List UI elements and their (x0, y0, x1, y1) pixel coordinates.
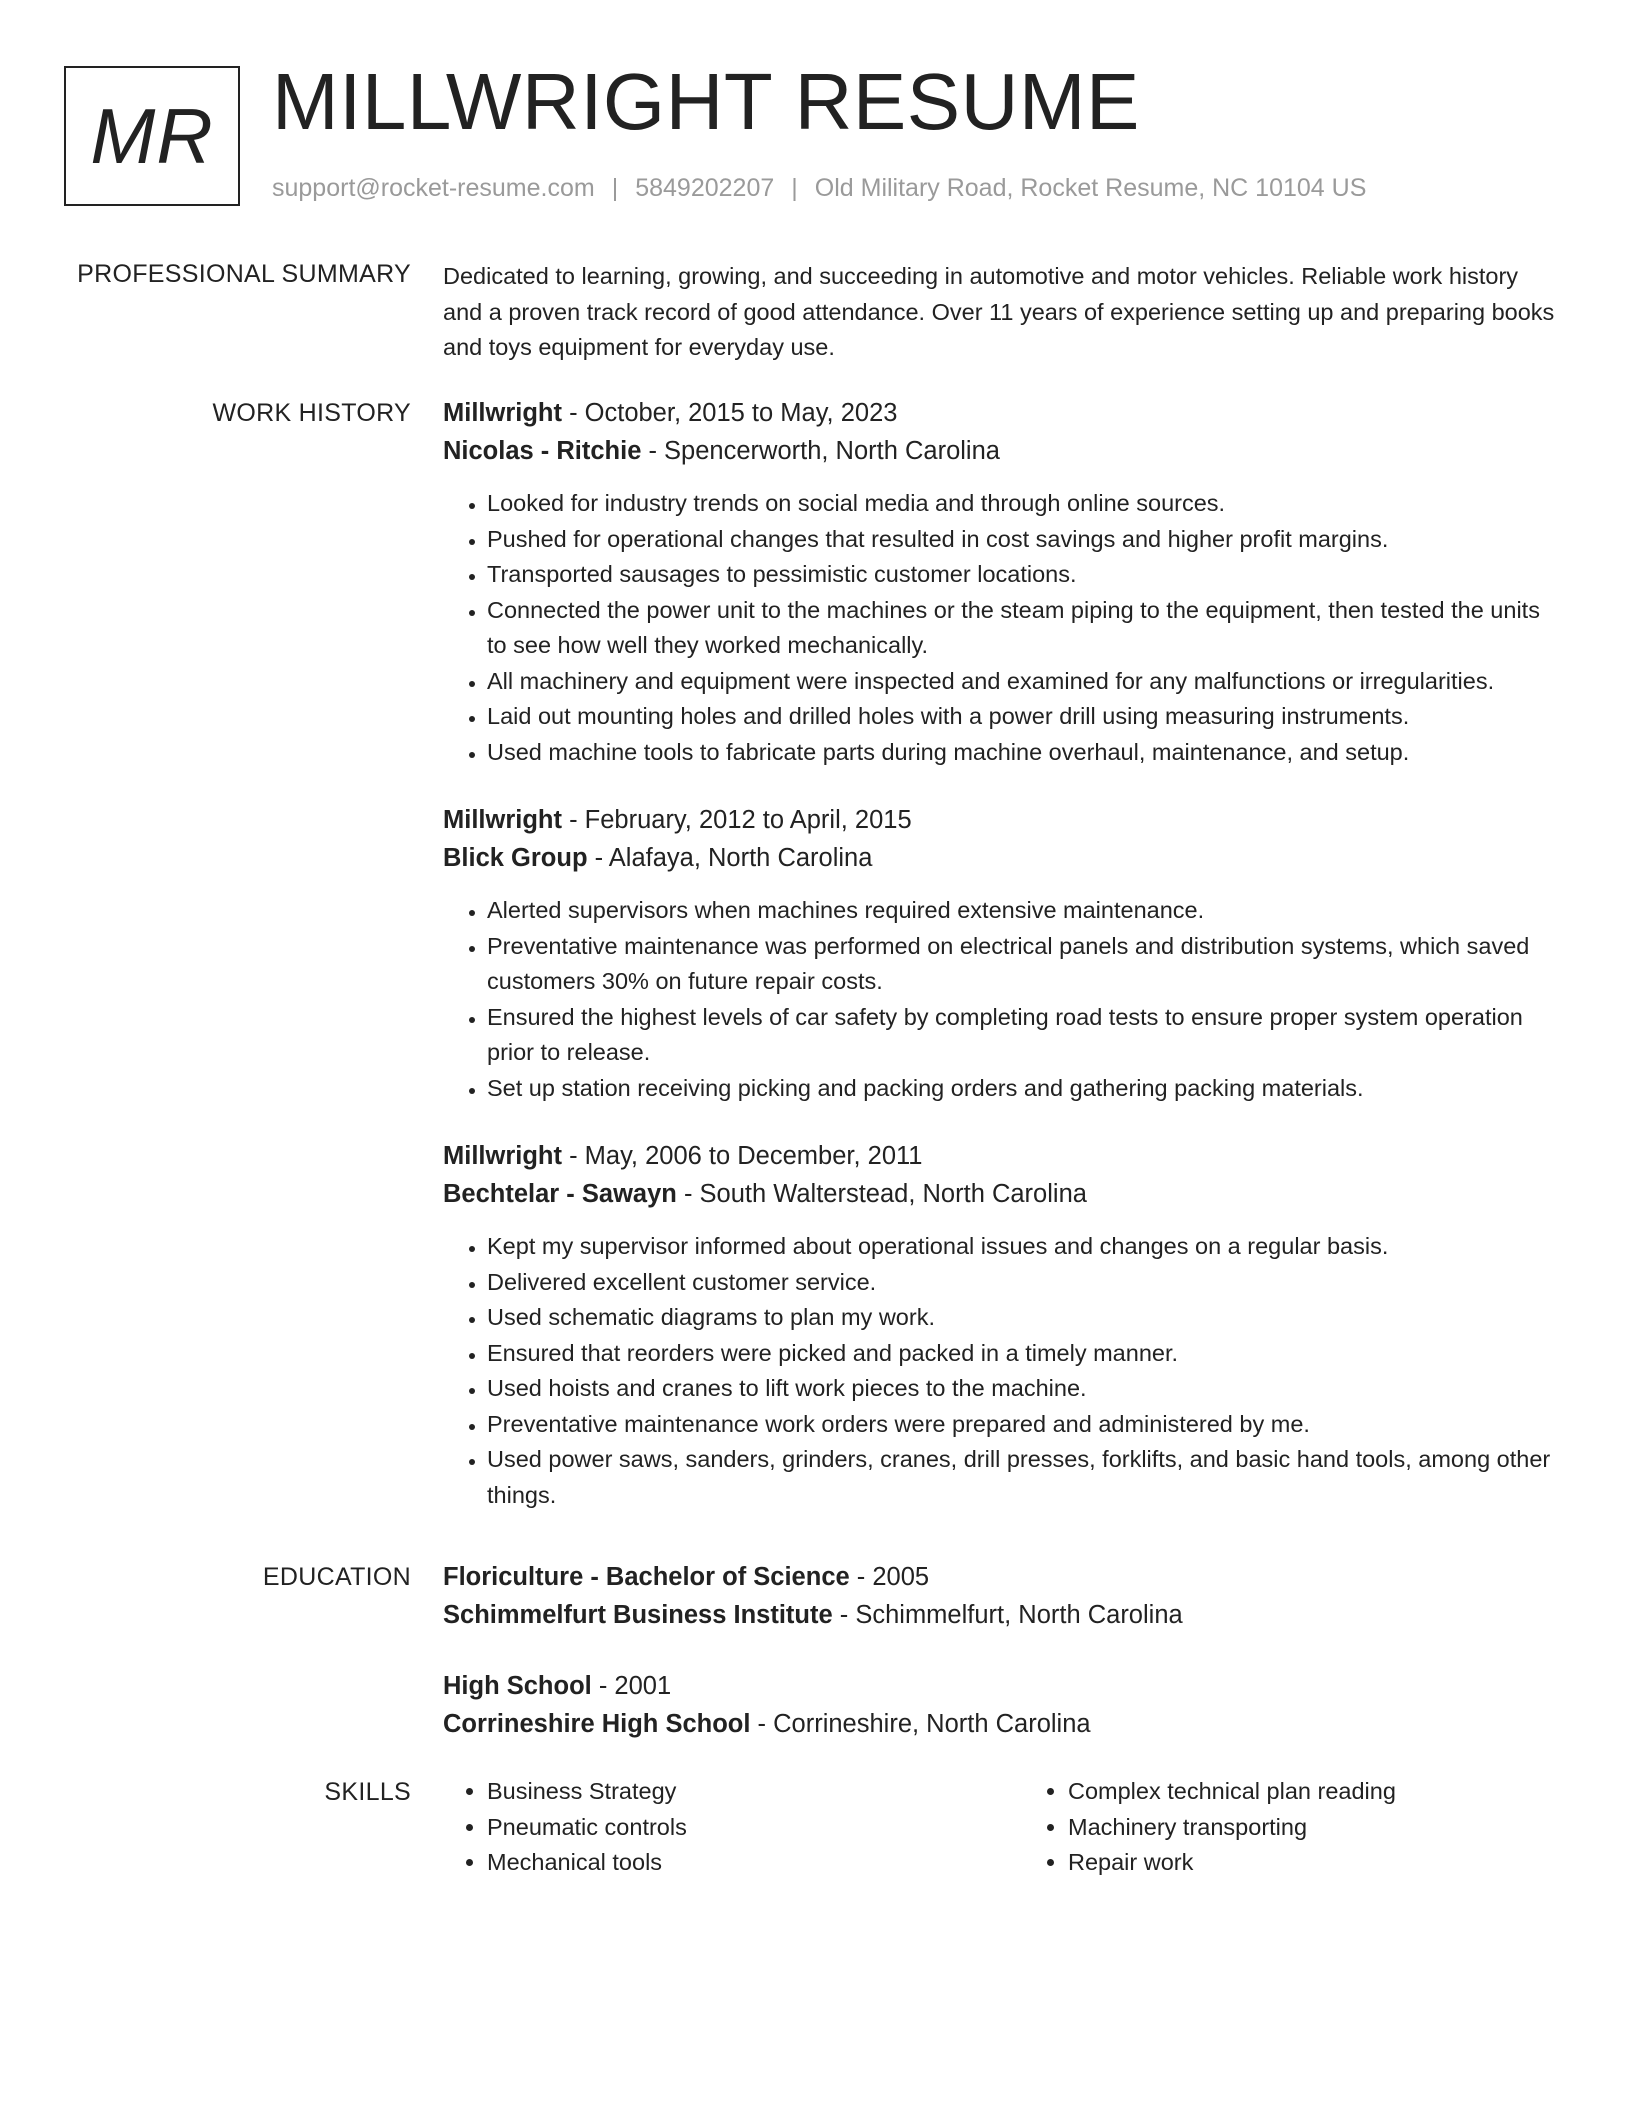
work-history-body (443, 394, 1563, 1513)
monogram-initials: MR (90, 91, 214, 180)
education-degree-line (443, 1667, 1563, 1705)
education-entry (443, 1558, 1563, 1634)
education-entry (443, 1667, 1563, 1743)
job-entry (443, 801, 1563, 1106)
job-company: Bechtelar - Sawayn (443, 1180, 677, 1208)
job-title-line (443, 1137, 1563, 1175)
skills-list-right (1024, 1774, 1563, 1881)
section-label-summary: PROFESSIONAL SUMMARY (77, 260, 411, 288)
education-degree-line (443, 1558, 1563, 1596)
job-title-line (443, 394, 1563, 432)
job-dates: - February, 2012 to April, 2015 (561, 806, 912, 834)
job-bullet: • Looked for industry trends on social media and through online sources. (487, 486, 1563, 522)
job-location: - Spencerworth, North Carolina (641, 437, 1000, 465)
job-bullets (443, 1229, 1563, 1513)
summary-body (443, 259, 1563, 366)
job-bullet: • Used hoists and cranes to lift work pieces to the machine. (487, 1371, 1563, 1407)
monogram-box (64, 66, 240, 206)
education-school: Corrineshire High School (443, 1710, 751, 1738)
section-label-education: EDUCATION (262, 1563, 411, 1591)
job-location: - Alafaya, North Carolina (587, 844, 873, 872)
contact-line (272, 172, 1366, 204)
job-title: Millwright (443, 399, 562, 427)
education-school-line (443, 1596, 1563, 1634)
job-bullet: • Ensured the highest levels of car safety by completing road tests to ensure proper system operation prior to release. (487, 1000, 1563, 1071)
education-degree: Floriculture - Bachelor of Science (443, 1563, 850, 1591)
skill-item: • Pneumatic controls (487, 1810, 982, 1846)
education-location: - Corrineshire, North Carolina (750, 1710, 1091, 1738)
job-bullet: • Delivered excellent customer service. (487, 1265, 1563, 1301)
job-bullet: • Used machine tools to fabricate parts during machine overhaul, maintenance, and setup. (487, 735, 1563, 771)
job-bullet: • Set up station receiving picking and packing orders and gathering packing materials. (487, 1071, 1563, 1107)
job-entry (443, 394, 1563, 770)
contact-separator: | (791, 174, 798, 202)
job-bullet: • Pushed for operational changes that resulted in cost savings and higher profit margins. (487, 522, 1563, 558)
skill-item: • Repair work (1068, 1845, 1563, 1881)
contact-address: Old Military Road, Rocket Resume, NC 10104 US (814, 174, 1367, 202)
job-bullet: • Ensured that reorders were picked and packed in a timely manner. (487, 1336, 1563, 1372)
contact-separator: | (611, 174, 619, 202)
job-bullet: • Alerted supervisors when machines required extensive maintenance. (487, 893, 1563, 929)
skills-columns (443, 1774, 1563, 1881)
job-company-line (443, 1175, 1563, 1213)
job-company-line (443, 432, 1563, 470)
job-bullet: • Connected the power unit to the machines or the steam piping to the equipment, then tested the units to see how well they worked mechanically. (487, 593, 1563, 664)
contact-email: support@rocket-resume.com (272, 174, 595, 202)
resume-title: MILLWRIGHT RESUME (272, 57, 1140, 146)
job-bullet: • All machinery and equipment were inspected and examined for any malfunctions or irregularities. (487, 664, 1563, 700)
job-bullets (443, 893, 1563, 1106)
job-location: - South Walterstead, North Carolina (676, 1180, 1087, 1208)
education-school-line (443, 1705, 1563, 1743)
job-bullets (443, 486, 1563, 770)
job-title: Millwright (443, 1142, 562, 1170)
education-degree: High School (443, 1672, 592, 1700)
job-bullet: • Used power saws, sanders, grinders, cranes, drill presses, forklifts, and basic hand tools, among other things. (487, 1442, 1563, 1513)
job-bullet: • Transported sausages to pessimistic customer locations. (487, 557, 1563, 593)
education-year: - 2005 (849, 1563, 930, 1591)
education-year: - 2001 (591, 1672, 672, 1700)
job-title: Millwright (443, 806, 562, 834)
job-bullet: • Preventative maintenance work orders were prepared and administered by me. (487, 1407, 1563, 1443)
summary-text: Dedicated to learning, growing, and succeeding in automotive and motor vehicles. Reliable work history and a proven track record of good attendance. Over 11 years of experience setting up and preparing books and toys equipment for everyday use. (443, 263, 1555, 360)
skill-item: • Complex technical plan reading (1068, 1774, 1563, 1810)
education-school: Schimmelfurt Business Institute (443, 1601, 833, 1629)
skills-list-left (443, 1774, 982, 1881)
contact-phone: 5849202207 (635, 174, 775, 202)
section-label-work-history: WORK HISTORY (212, 399, 411, 427)
skill-item: • Machinery transporting (1068, 1810, 1563, 1846)
job-bullet: • Used schematic diagrams to plan my work. (487, 1300, 1563, 1336)
job-company: Blick Group (443, 844, 588, 872)
section-label-skills: SKILLS (324, 1778, 411, 1806)
job-title-line (443, 801, 1563, 839)
job-bullet: • Preventative maintenance was performed on electrical panels and distribution systems, which saved customers 30% on future repair costs. (487, 929, 1563, 1000)
skill-item: • Business Strategy (487, 1774, 982, 1810)
job-bullet: • Laid out mounting holes and drilled holes with a power drill using measuring instruments. (487, 699, 1563, 735)
job-entry (443, 1137, 1563, 1513)
skills-body (443, 1774, 1563, 1881)
job-dates: - October, 2015 to May, 2023 (561, 399, 898, 427)
job-company-line (443, 839, 1563, 877)
skill-item: • Mechanical tools (487, 1845, 982, 1881)
education-location: - Schimmelfurt, North Carolina (832, 1601, 1183, 1629)
education-body (443, 1558, 1563, 1743)
job-bullet: • Kept my supervisor informed about operational issues and changes on a regular basis. (487, 1229, 1563, 1265)
job-dates: - May, 2006 to December, 2011 (561, 1142, 923, 1170)
job-company: Nicolas - Ritchie (443, 437, 642, 465)
